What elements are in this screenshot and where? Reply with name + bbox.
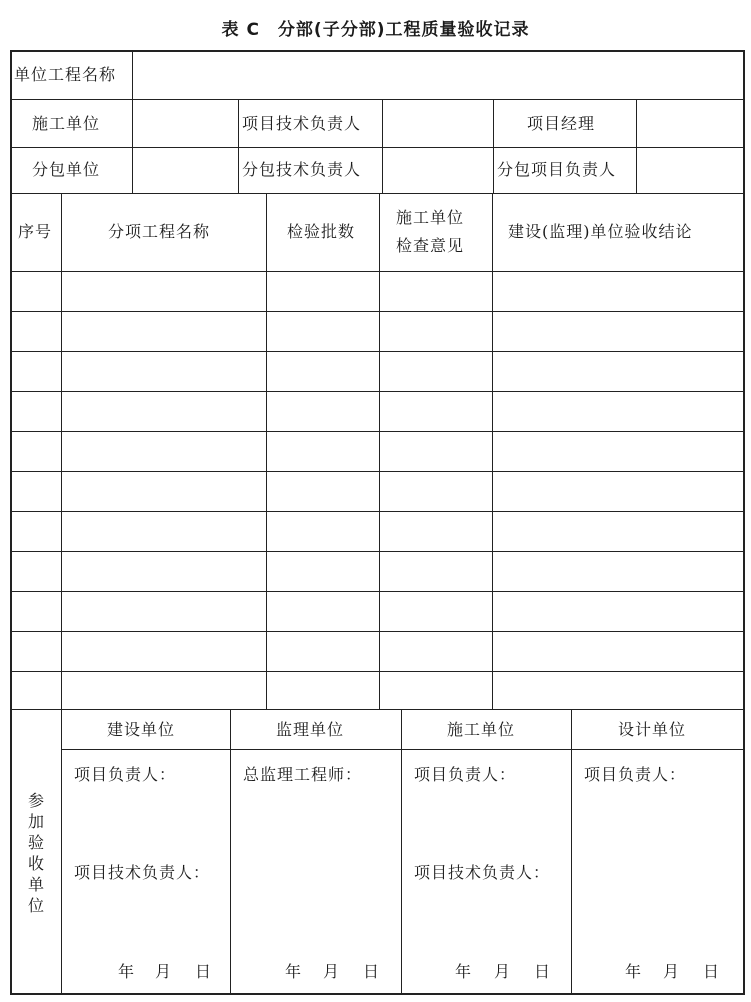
header-seq: 序号 — [18, 222, 53, 241]
col1-date-day: 日 — [195, 962, 213, 981]
header-batch-count: 检验批数 — [287, 222, 356, 241]
col3-date-day: 日 — [534, 962, 552, 981]
col3-tech-lead-label: 项目技术负责人： — [414, 863, 551, 882]
participant-header-contractor: 施工单位 — [447, 720, 516, 739]
participant-header-supervision: 监理单位 — [276, 720, 345, 739]
col-divider — [61, 709, 62, 995]
col3-date-year: 年 — [455, 962, 473, 981]
header-item-name: 分项工程名称 — [108, 222, 211, 241]
col4-date-year: 年 — [625, 962, 643, 981]
col-divider — [401, 709, 402, 995]
col3-date-month: 月 — [494, 962, 512, 981]
col-divider — [132, 52, 133, 193]
participant-header-design: 设计单位 — [618, 720, 687, 739]
col2-chief-supervisor-label: 总监理工程师： — [243, 765, 363, 784]
col1-tech-lead-label: 项目技术负责人： — [74, 863, 211, 882]
col-divider — [382, 99, 383, 193]
col2-date-month: 月 — [323, 962, 341, 981]
col2-date-day: 日 — [363, 962, 381, 981]
col1-date-month: 月 — [155, 962, 173, 981]
participants-side-label: 参 加 验 收 单 位 — [27, 791, 44, 915]
col1-project-lead-label: 项目负责人： — [74, 765, 177, 784]
form-frame — [10, 50, 745, 995]
header-conclusion: 建设(监理)单位验收结论 — [508, 222, 693, 241]
form-title: 表 C 分部(子分部)工程质量验收记录 — [221, 20, 530, 40]
col4-project-lead-label: 项目负责人： — [584, 765, 687, 784]
col-divider — [492, 193, 493, 709]
col-divider — [493, 99, 494, 193]
col-divider — [571, 709, 572, 995]
col-divider — [266, 193, 267, 709]
sub-tech-lead-label: 分包技术负责人 — [242, 160, 362, 179]
project-manager-label: 项目经理 — [527, 114, 596, 133]
row-divider — [61, 749, 745, 750]
col4-date-month: 月 — [663, 962, 681, 981]
unit-project-name-label: 单位工程名称 — [14, 65, 117, 84]
col-divider — [238, 99, 239, 193]
col3-project-lead-label: 项目负责人： — [414, 765, 517, 784]
participant-header-construction: 建设单位 — [107, 720, 176, 739]
section-divider — [12, 709, 745, 710]
col-divider — [636, 99, 637, 193]
subcontractor-label: 分包单位 — [32, 160, 101, 179]
construction-unit-label: 施工单位 — [32, 114, 101, 133]
header-constructor-opinion-line2: 检查意见 — [396, 236, 465, 255]
col-divider — [61, 193, 62, 709]
tech-lead-label: 项目技术负责人 — [242, 114, 362, 133]
col2-date-year: 年 — [285, 962, 303, 981]
sub-project-lead-label: 分包项目负责人 — [497, 160, 617, 179]
col-divider — [379, 193, 380, 709]
header-constructor-opinion-line1: 施工单位 — [396, 208, 465, 227]
col4-date-day: 日 — [703, 962, 721, 981]
col1-date-year: 年 — [118, 962, 136, 981]
col-divider — [230, 709, 231, 995]
